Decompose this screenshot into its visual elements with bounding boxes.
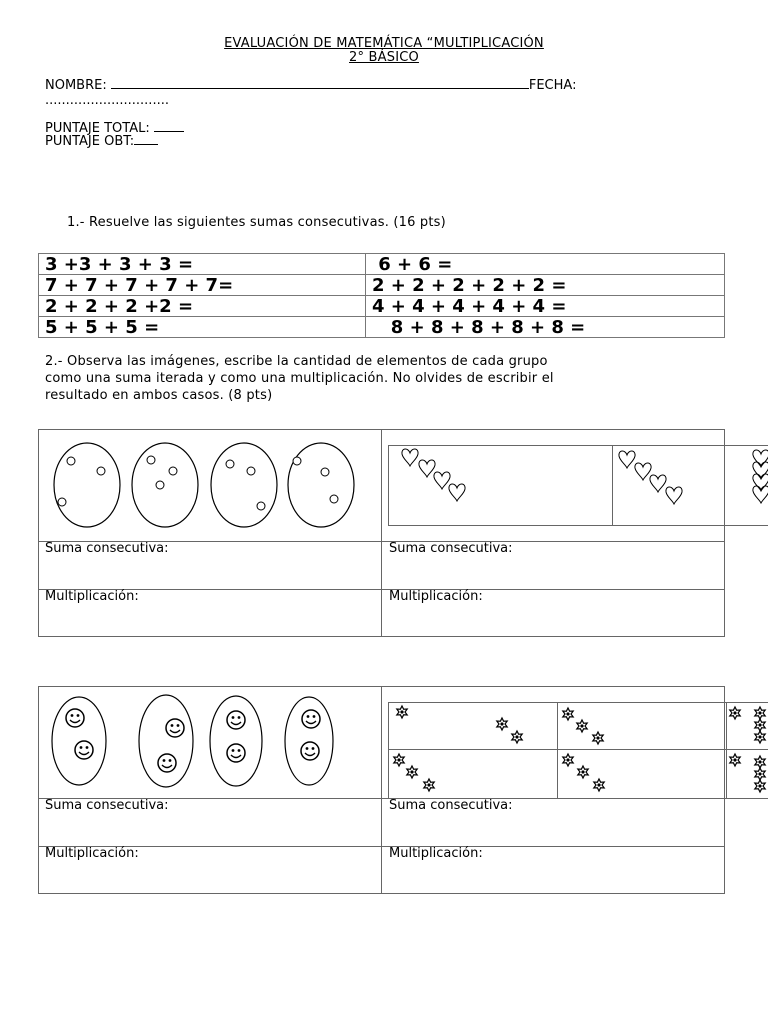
starburst-icon [388,702,768,799]
block1-divider [381,429,382,637]
suma-label: Suma consecutiva: [389,798,513,813]
puntaje-total-blank[interactable] [154,131,184,132]
mult-label: Multiplicación: [389,846,483,861]
table-row [39,296,725,317]
fecha-dots[interactable]: .............................. [45,93,169,108]
nombre-row [45,79,576,93]
mult-label: Multiplicación: [45,846,139,861]
sum-cell[interactable]: 8 + 8 + 8 + 8 + 8 = [366,317,725,338]
ovals-with-circles-picture [38,430,381,540]
sum-cell[interactable]: 2 + 2 + 2 +2 = [39,296,366,317]
nombre-blank[interactable] [111,88,529,89]
block1-row-line-2 [38,589,725,590]
fecha-label: FECHA: [528,78,577,93]
nombre-label: NOMBRE: [45,78,107,93]
block2-row-line-2 [38,846,725,847]
mult-label: Multiplicación: [45,589,139,604]
suma-label: Suma consecutiva: [389,541,513,556]
heart-icon [388,445,768,526]
section2-instruction-line-2: como una suma iterada y como una multiplicación. No olvides de escribir el [45,371,554,386]
suma-label: Suma consecutiva: [45,541,169,556]
title-line-2: 2° BÁSICO [349,50,419,65]
sum-cell[interactable]: 6 + 6 = [366,254,725,275]
section1-instruction: 1.- Resuelve las siguientes sumas consecutivas. (16 pts) [67,215,446,230]
block2-divider [381,686,382,894]
smiley-face-icon [38,687,381,797]
sums-table [38,253,725,338]
suma-label: Suma consecutiva: [45,798,169,813]
puntaje-obt-label: PUNTAJE OBT: [45,134,135,149]
table-row [39,317,725,338]
puntaje-obt-blank[interactable] [134,144,158,145]
sum-cell[interactable]: 5 + 5 + 5 = [39,317,366,338]
puntaje-obt-row [45,135,158,149]
sum-cell[interactable]: 3 +3 + 3 + 3 = [39,254,366,275]
puntaje-total-label: PUNTAJE TOTAL: [45,121,150,136]
table-row [39,275,725,296]
mult-label: Multiplicación: [389,589,483,604]
table-row [39,254,725,275]
title-line-1: EVALUACIÓN DE MATEMÁTICA “MULTIPLICACIÓN [224,36,544,51]
sum-cell[interactable]: 2 + 2 + 2 + 2 + 2 = [366,275,725,296]
sum-cell[interactable]: 7 + 7 + 7 + 7 + 7= [39,275,366,296]
section2-instruction-line-3: resultado en ambos casos. (8 pts) [45,388,273,403]
sum-cell[interactable]: 4 + 4 + 4 + 4 + 4 = [366,296,725,317]
section2-instruction-line-1: 2.- Observa las imágenes, escribe la cantidad de elementos de cada grupo [45,354,548,369]
